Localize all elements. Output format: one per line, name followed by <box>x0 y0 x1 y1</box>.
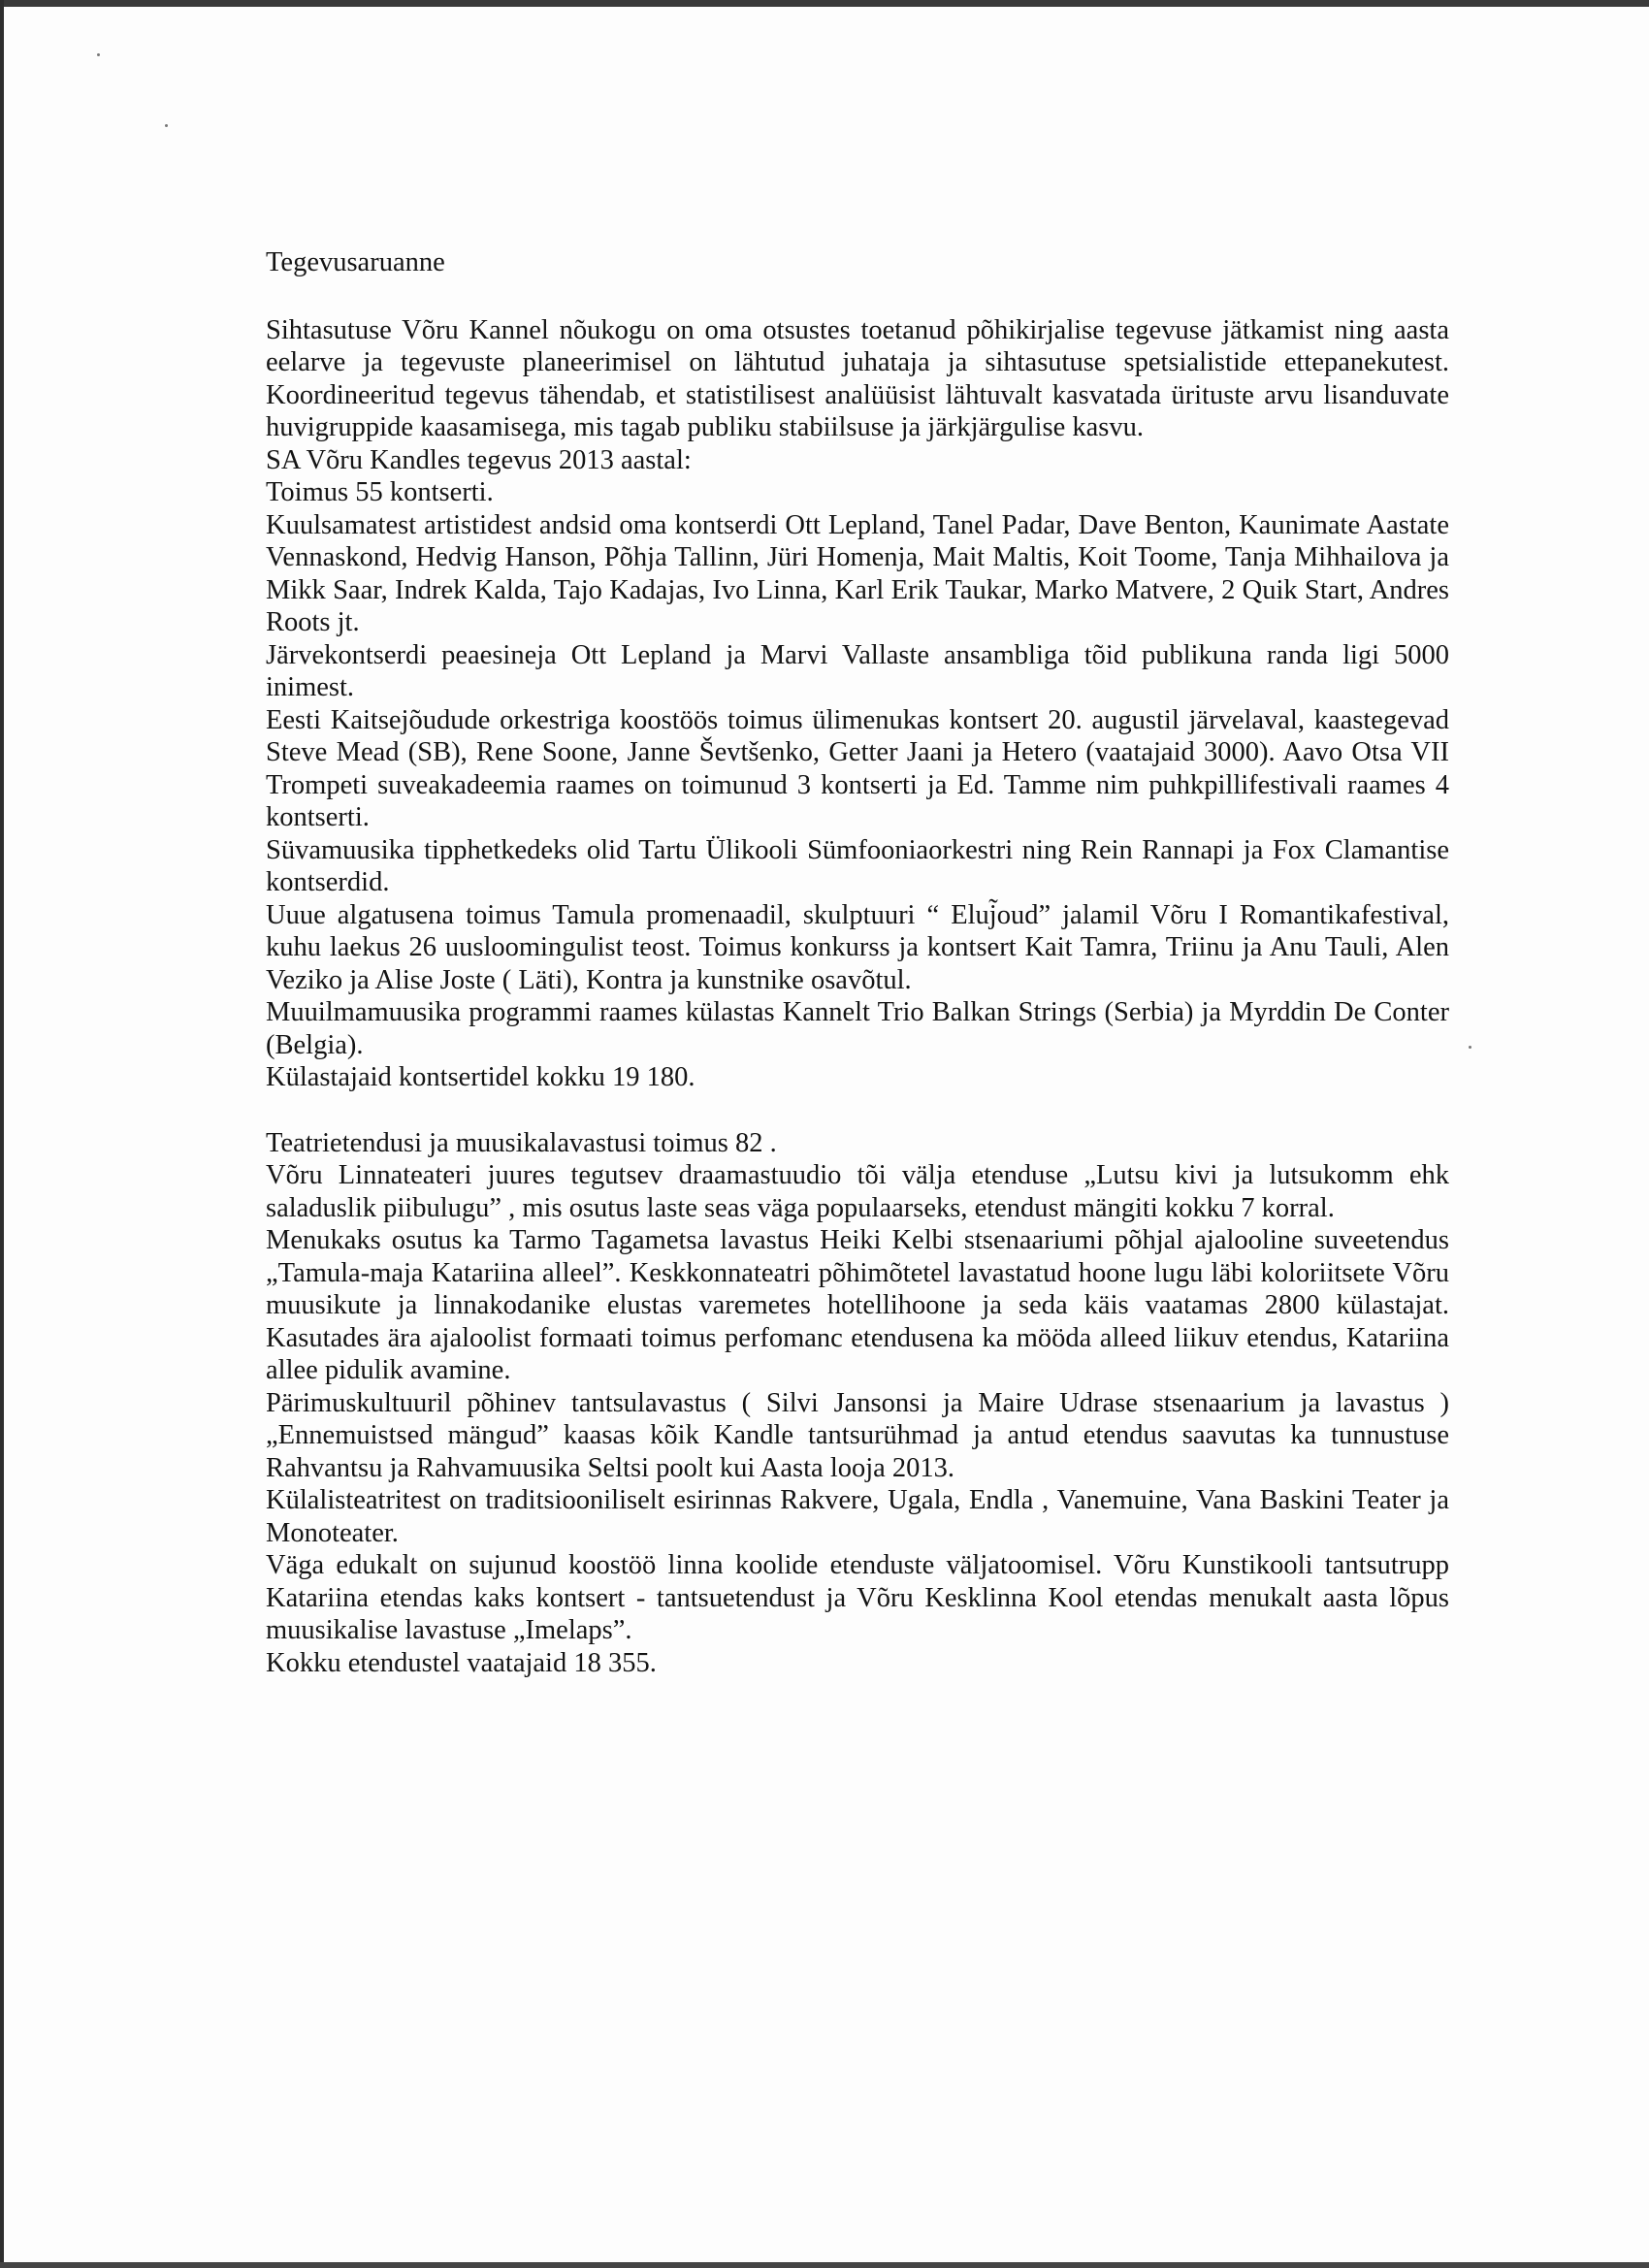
paragraph: Sihtasutuse Võru Kannel nõukogu on oma otsustes toetanud põhikirjalise tegevuse jätkamist ning aasta eelarve ja tegevuste planeerimisel on lähtutud juhataja ja sihtasutuse spetsialistide ettepanekutest. Koordineeritud tegevus tähendab, et statistilisest analüüsist lähtuvalt kasvatada ürituste arvu lisanduvate huvigruppide kaasamisega, mis tagab publiku stabiilsuse ja järkjärgulise kasvu. <box>266 314 1449 442</box>
paragraph: Järvekontserdi peaesineja Ott Lepland ja Marvi Vallaste ansambliga tõid publikuna randa ligi 5000 inimest. <box>266 639 1449 702</box>
paragraph: Võru Linnateateri juures tegutsev draamastuudio tõi välja etenduse „Lutsu kivi ja lutsukomm ehk saladuslik piibulugu” , mis osutus laste seas väga populaarseks, etendust mängiti kokku 7 korral. <box>266 1160 1449 1223</box>
paragraph: Väga edukalt on sujunud koostöö linna koolide etenduste väljatoomisel. Võru Kunstikooli tantsutrupp Katariina etendas kaks kontsert - tantsuetendust ja Võru Kesklinna Kool etendas menukalt aasta lõpus muusikalise lavastuse „Imelaps”. <box>266 1550 1449 1645</box>
paragraph: Muuilmamuusika programmi raames külastas Kannelt Trio Balkan Strings (Serbia) ja Myrddin De Conter (Belgia). <box>266 997 1449 1060</box>
paragraph: Uuue algatusena toimus Tamula promenaadil, skulptuuri “ Eluj̃oud” jalamil Võru I Romantikafestival, kuhu laekus 26 uusloomingulist teost. Toimus konkurss ja kontsert Kait Tamra, Triinu ja Anu Tauli, Alen Veziko ja Alise Joste ( Läti), Kontra ja kunstnike osavõtul. <box>266 899 1449 995</box>
report-title: Tegevusaruanne <box>266 247 445 277</box>
paragraph: Külastajaid kontsertidel kokku 19 180. <box>266 1062 695 1092</box>
scan-speck <box>165 124 168 127</box>
paragraph: Külalisteatritest on traditsiooniliselt esirinnas Rakvere, Ugala, Endla , Vanemuine, Vana Baskini Teater ja Monoteater. <box>266 1485 1449 1548</box>
paragraph: SA Võru Kandles tegevus 2013 aastal: <box>266 444 692 475</box>
scan-top-edge <box>0 0 1649 7</box>
paragraph: Kuulsamatest artistidest andsid oma kontserdi Ott Lepland, Tanel Padar, Dave Benton, Kaunimate Aastate Vennaskond, Hedvig Hanson, Põhja Tallinn, Jüri Homenja, Mait Maltis, Koit Toome, Tanja Mihhailova ja Mikk Saar, Indrek Kalda, Tajo Kadajas, Ivo Linna, Karl Erik Taukar, Marko Matvere, 2 Quik Start, Andres Roots jt. <box>266 509 1449 637</box>
concerts-section <box>266 314 1449 1094</box>
scan-speck <box>1469 1046 1471 1049</box>
paragraph: Menukaks osutus ka Tarmo Tagametsa lavastus Heiki Kelbi stsenaariumi põhjal ajalooline suveetendus „Tamula-maja Katariina alleel”. Keskkonnateatri põhimõtetel lavastatud hoone lugu läbi koloriitsete Võru muusikute ja linnakodanike elustas varemetes hotellihoone ja seda käis vaatamas 2800 külastajat. Kasutades ära ajaloolist formaati toimus perfomanc etendusena ka mööda alleed liikuv etendus, Katariina allee pidulik avamine. <box>266 1225 1449 1385</box>
paragraph: Eesti Kaitsejõudude orkestriga koostöös toimus ülimenukas kontsert 20. augustil järvelaval, kaastegevad Steve Mead (SB), Rene Soone, Janne Ševtšenko, Getter Jaani ja Hetero (vaatajaid 3000). Aavo Otsa VII Trompeti suveakadeemia raames on toimunud 3 kontserti ja Ed. Tamme nim puhkpillifestivali raames 4 kontserti. <box>266 704 1449 832</box>
scan-bottom-edge <box>0 2262 1649 2268</box>
paragraph: Süvamuusika tipphetkedeks olid Tartu Ülikooli Sümfooniaorkestri ning Rein Rannapi ja Fox Clamantise kontserdid. <box>266 834 1449 897</box>
paragraph: Toimus 55 kontserti. <box>266 477 494 507</box>
paragraph: Kokku etendustel vaatajaid 18 355. <box>266 1647 657 1678</box>
paragraph: Teatrietendusi ja muusikalavastusi toimus 82 . <box>266 1127 777 1158</box>
scan-speck <box>97 53 100 56</box>
section-gap <box>266 1094 1449 1127</box>
theatre-section <box>266 1127 1449 1680</box>
report-body <box>266 246 1449 1679</box>
paragraph: Pärimuskultuuril põhinev tantsulavastus ( Silvi Jansonsi ja Maire Udrase stsenaarium ja lavastus ) „Ennemuistsed mängud” kaasas kõik Kandle tantsurühmad ja antud etendus saavutas ka tunnustuse Rahvantsu ja Rahvamuusika Seltsi poolt kui Aasta looja 2013. <box>266 1387 1449 1483</box>
scan-left-edge <box>0 0 4 2268</box>
